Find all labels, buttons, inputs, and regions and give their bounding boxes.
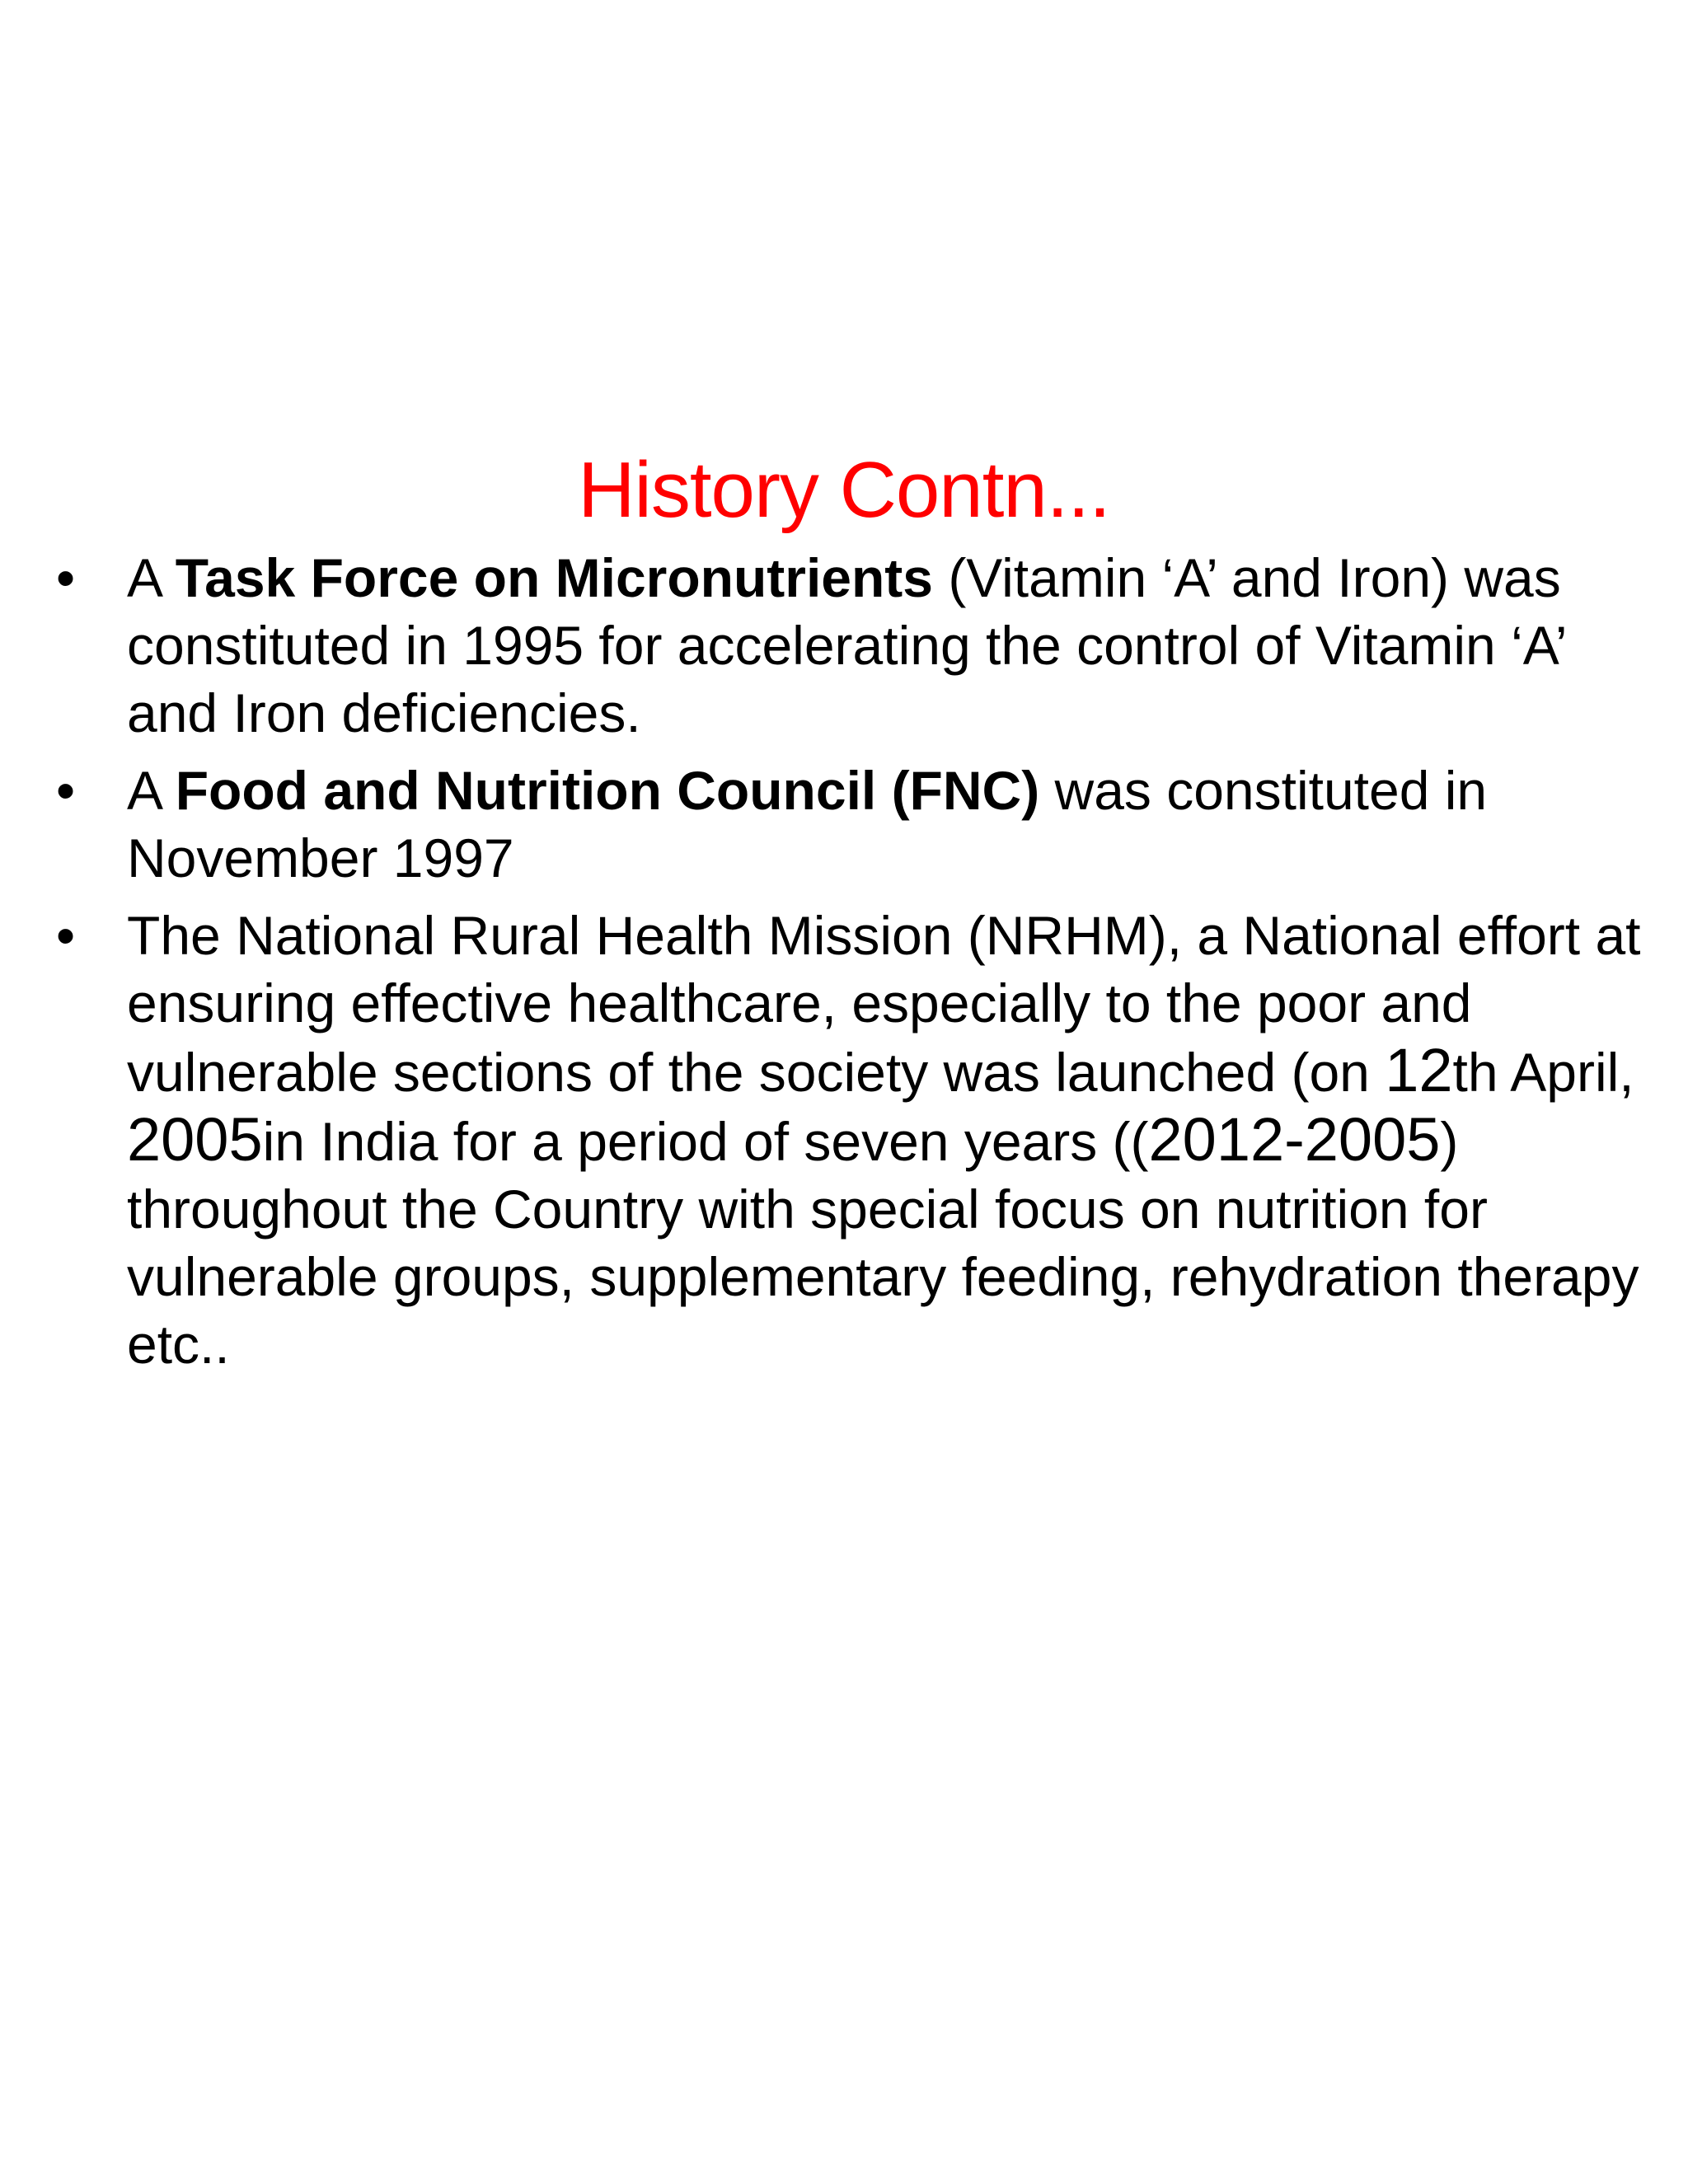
bullet-bold-text: Task Force on Micronutrients	[175, 547, 933, 608]
list-item	[56, 757, 1647, 892]
bullet-icon: •	[56, 547, 76, 608]
bullet-text	[127, 902, 1647, 1378]
bullet-number: 12	[1385, 1036, 1453, 1104]
bullet-text	[127, 757, 1647, 892]
bullet-text-part: in India for a period of seven years ((	[262, 1111, 1149, 1172]
bullet-rest-text: was constituted in November 1997	[127, 760, 1488, 888]
list-item	[56, 902, 1647, 1378]
bullet-text-part: ) throughout the Country with special focus on nutrition for vulnerable groups, supplementary feeding, rehydration therapy etc..	[127, 1111, 1639, 1375]
bullet-bold-text: Food and Nutrition Council (FNC)	[175, 760, 1040, 821]
bullet-icon: •	[56, 905, 76, 966]
bullet-number: 2012-2005	[1148, 1105, 1441, 1174]
page-title: History Contn...	[578, 446, 1110, 534]
list-item	[56, 544, 1647, 747]
bullet-lead-text: A	[127, 547, 176, 608]
bullet-rest-text: (Vitamin ‘A’ and Iron) was constituted in 1995 for accelerating the control of Vitamin ‘A’ and Iron deficiencies.	[127, 547, 1566, 743]
bullet-icon: •	[56, 760, 76, 821]
bullet-list	[56, 544, 1647, 1388]
bullet-text	[127, 544, 1647, 747]
bullet-text-part: th April,	[1452, 1042, 1634, 1103]
bullet-number: 2005	[127, 1105, 263, 1174]
bullet-text-part: The National Rural Health Mission (NRHM), a National effort at ensuring effective healthcare, especially to the poor and vulnerable sections of the society was launched (on	[127, 905, 1641, 1103]
bullet-lead-text: A	[127, 760, 176, 821]
